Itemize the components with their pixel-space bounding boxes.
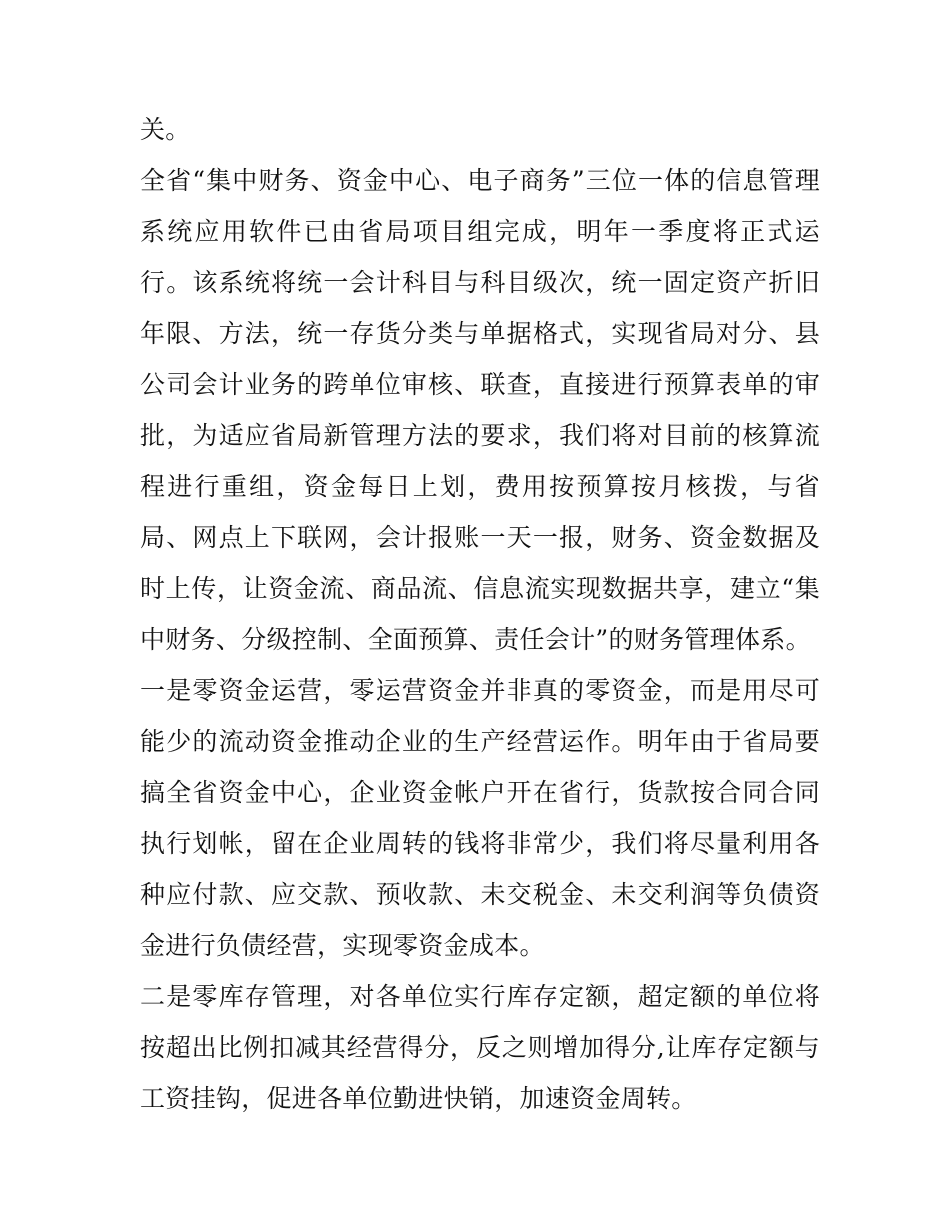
- document-body: [140, 104, 820, 1124]
- paragraph-zero-capital: 一是零资金运营，零运营资金并非真的零资金，而是用尽可能少的流动资金推动企业的生产经营运作。明年由于省局要搞全省资金中心，企业资金帐户开在省行，货款按合同合同执行划帐，留在企业周转的钱将非常少，我们将尽量利用各种应付款、应交款、预收款、未交税金、未交利润等负债资金进行负债经营，实现零资金成本。: [140, 676, 820, 960]
- paragraph-continuation: 关。: [140, 115, 191, 144]
- paragraph-zero-inventory: 二是零库存管理，对各单位实行库存定额，超定额的单位将按超出比例扣减其经营得分，反之则增加得分,让库存定额与工资挂钩，促进各单位勤进快销，加速资金周转。: [140, 982, 820, 1113]
- paragraph-information-system: 全省“集中财务、资金中心、电子商务”三位一体的信息管理系统应用软件已由省局项目组完成，明年一季度将正式运行。该系统将统一会计科目与科目级次，统一固定资产折旧年限、方法，统一存货分类与单据格式，实现省局对分、县公司会计业务的跨单位审核、联查，直接进行预算表单的审批，为适应省局新管理方法的要求，我们将对目前的核算流程进行重组，资金每日上划，费用按预算按月核拨，与省局、网点上下联网，会计报账一天一报，财务、资金数据及时上传，让资金流、商品流、信息流实现数据共享，建立“集中财务、分级控制、全面预算、责任会计”的财务管理体系。: [140, 166, 820, 654]
